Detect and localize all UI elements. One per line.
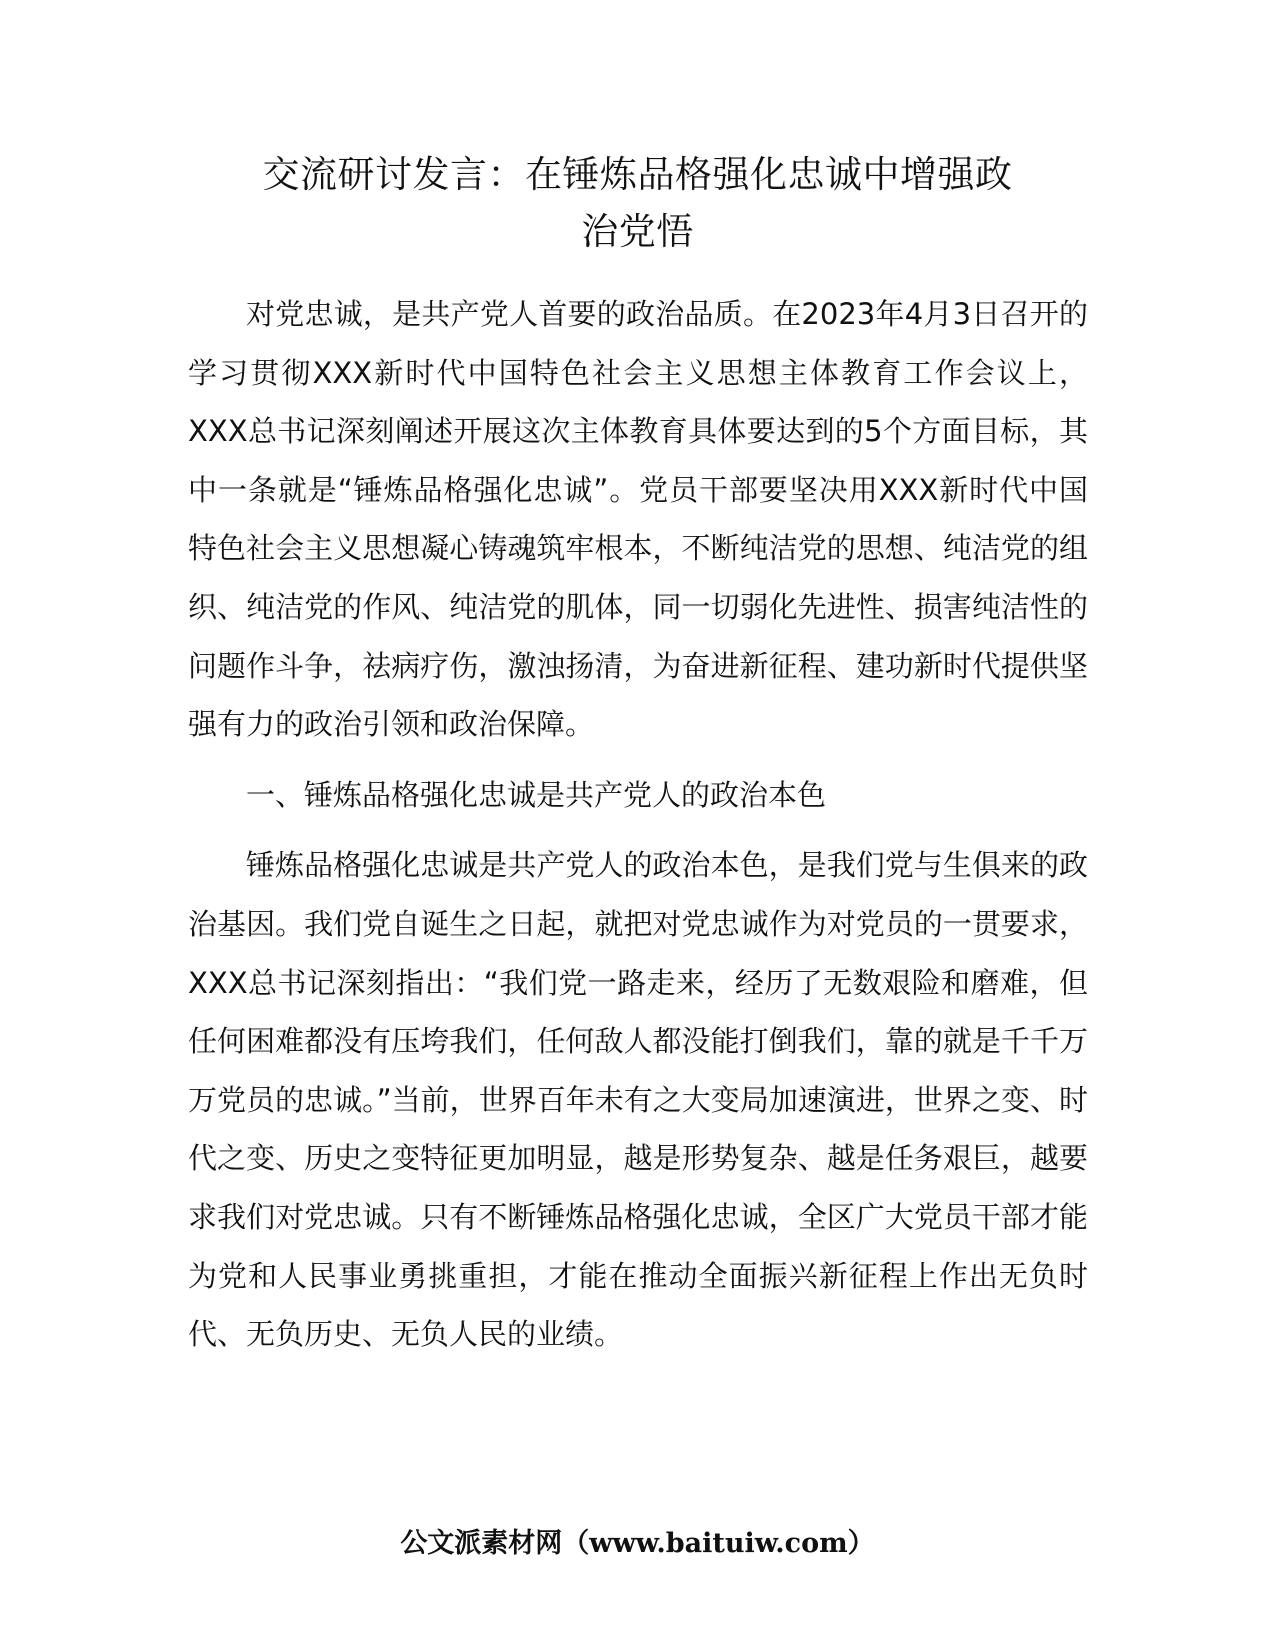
paragraph-intro: 对党忠诚，是共产党人首要的政治品质。在2023年4月3日召开的学习贯彻XXX新时代中国特色社会主义思想主体教育工作会议上，XXX总书记深刻阐述开展这次主体教育具体要达到的5个方面目标，其中一条就是“锤炼品格强化忠诚”。党员干部要坚决用XXX新时代中国特色社会主义思想凝心铸魂筑牢根本，不断纯洁党的思想、纯洁党的组织、纯洁党的作风、纯洁党的肌体，同一切弱化先进性、损害纯洁性的问题作斗争，祛病疗伤，激浊扬清，为奋进新征程、建功新时代提供坚强有力的政治引领和政治保障。 xyxy=(188,297,1088,742)
title-line-1: 交流研讨发言：在锤炼品格强化忠诚中增强政 xyxy=(262,153,1013,196)
title-line-2: 治党悟 xyxy=(581,210,694,253)
paragraph-section-1: 锤炼品格强化忠诚是共产党人的政治本色，是我们党与生俱来的政治基因。我们党自诞生之日起，就把对党忠诚作为对党员的一贯要求，XXX总书记深刻指出：“我们党一路走来，经历了无数艰险和磨难，但任何困难都没有压垮我们，任何敌人都没能打倒我们，靠的就是千千万万党员的忠诚。”当前，世界百年未有之大变局加速演进，世界之变、时代之变、历史之变特征更加明显，越是形势复杂、越是任务艰巨，越要求我们对党忠诚。只有不断锤炼品格强化忠诚，全区广大党员干部才能为党和人民事业勇挑重担，才能在推动全面振兴新征程上作出无负时代、无负历史、无负人民的业绩。 xyxy=(188,848,1088,1352)
document-title xyxy=(180,146,1095,260)
footer-watermark: 公文派素材网（www.baituiw.com） xyxy=(400,1528,875,1559)
section-heading-1: 一、锤炼品格强化忠诚是共产党人的政治本色 xyxy=(246,777,827,812)
document-body xyxy=(188,285,1088,1364)
